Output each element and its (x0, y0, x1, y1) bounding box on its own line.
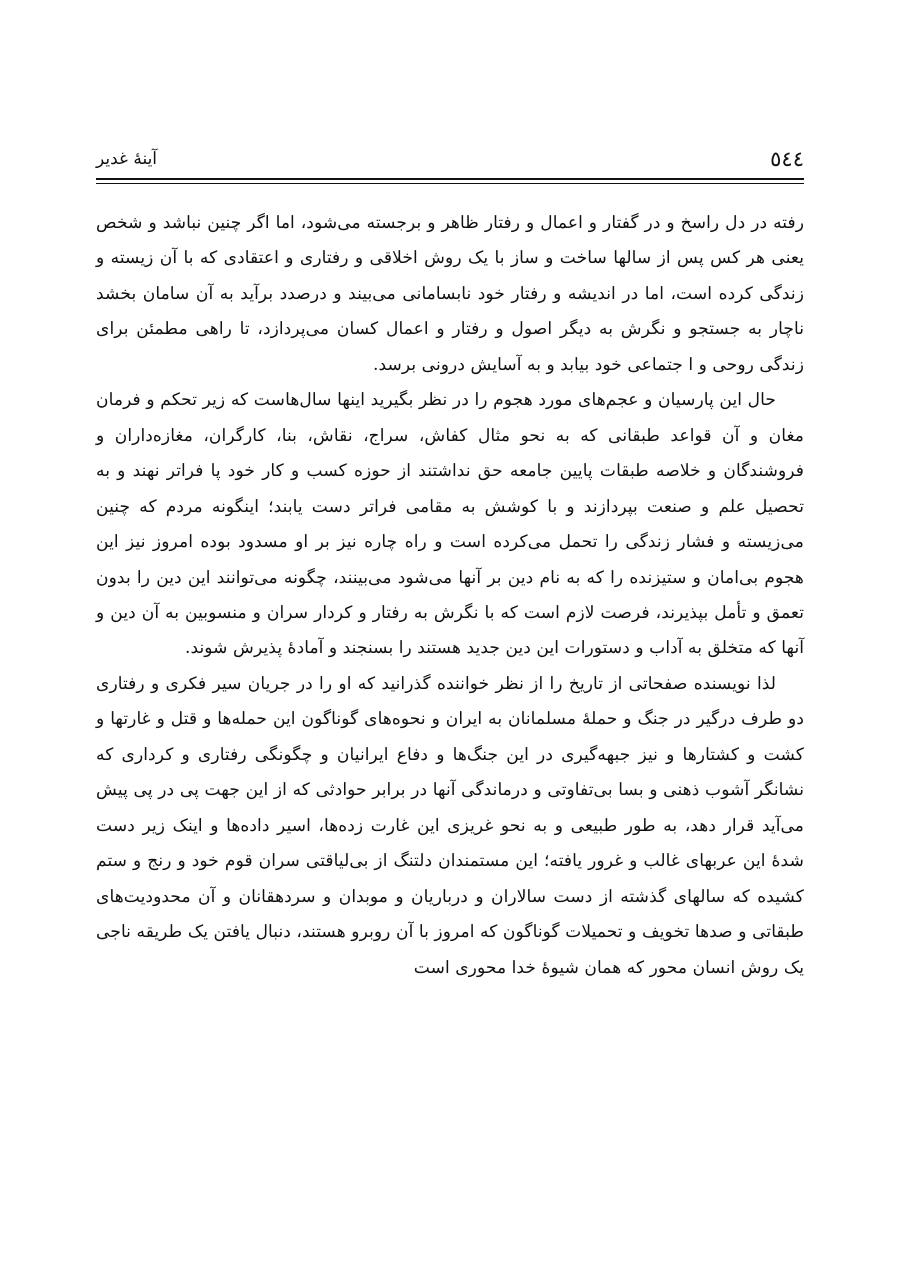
paragraph-2: حال این پارسیان و عجم‌های مورد هجوم را در نظر بگیرید اینها سال‌هاست که زیر تحکم و فرمان مغان و آن قواعد طبقانی که به نحو مثال کفاش، سراج، نقاش، بنا، کارگران، مغازه‌داران و فروشندگان و خلاصه طبقات پایین جامعه حق نداشتند از حوزه کسب و کار خود پا فراتر نهند و به تحصیل علم و صنعت بپردازند و با کوشش به مقامی فراتر دست یابند؛ اینگونه مردم که چنین می‌زیسته و فشار زندگی را تحمل می‌کرده است و راه چاره نیز بر او مسدود بوده امروز نیز این هجوم بی‌امان و ستیزنده را که به نام دین بر آنها می‌شود می‌بینند، چگونه می‌توانند این دین را بدون تعمق و تأمل بپذیرند، فرصت لازم است که با نگرش به رفتار و کردار سران و منسوبین به آن دین و آنها که متخلق به آداب و دستورات این دین جدید هستند را بسنجند و آمادهٔ پذیرش شوند. (96, 390, 804, 659)
body-text (96, 206, 804, 986)
header-rule-thin (96, 183, 804, 184)
paragraph-1: رفته در دل راسخ و در گفتار و اعمال و رفتار ظاهر و برجسته می‌شود، اما اگر چنین نباشد و شخص یعنی هر کس پس از سالها ساخت و ساز با یک روش اخلاقی و رفتاری و اعتقادی که با آن زیسته و زندگی کرده است، اما در اندیشه و رفتار خود نابسامانی می‌بیند و درصدد برآید به آن سامان بخشد ناچار به جستجو و نگرش به دیگر اصول و رفتار و اعمال کسان می‌پردازد، تا راهی مطمئن برای زندگی روحی و ا جتماعی خود بیابد و به آسایش درونی برسد. (96, 213, 804, 375)
paragraph-3: لذا نویسنده صفحاتی از تاریخ را از نظر خواننده گذرانید که او را در جریان سیر فکری و رفتاری دو طرف درگیر در جنگ و حملهٔ مسلمانان به ایران و نحوه‌های گوناگون این حمله‌ها و قتل و غارتها و کشت و کشتارها و نیز جبهه‌گیری در این جنگ‌ها و دفاع ایرانیان و چگونگی رفتاری و کرداری که نشانگر آشوب ذهنی و بسا بی‌تفاوتی و درماندگی آنها در برابر حوادثی که از این جهت پی در پی پیش می‌آید قرار دهد، به طور طبیعی و به نحو غریزی این غارت زده‌ها، اسیر داده‌ها و اینک زیر دست شدهٔ این عربهای غالب و غرور یافته؛ این مستمندان دلتنگ از بی‌لیاقتی سران قوم خود و رنج و ستم کشیده که سالهای گذشته از دست سالاران و درباریان و موبدان و سردهقانان و آن محدودیت‌های طبقاتی و صدها تخویف و تحمیلات گوناگون که امروز با آن روبرو هستند، دنبال یافتن یک طریقه ناجی یک روش انسان محور که همان شیوهٔ خدا محوری است (96, 673, 804, 978)
running-head (96, 144, 804, 174)
header-rule-thick (96, 178, 804, 180)
page-number: ٥٤٤ (770, 147, 804, 171)
book-title: آینهٔ غدیر (96, 149, 158, 169)
